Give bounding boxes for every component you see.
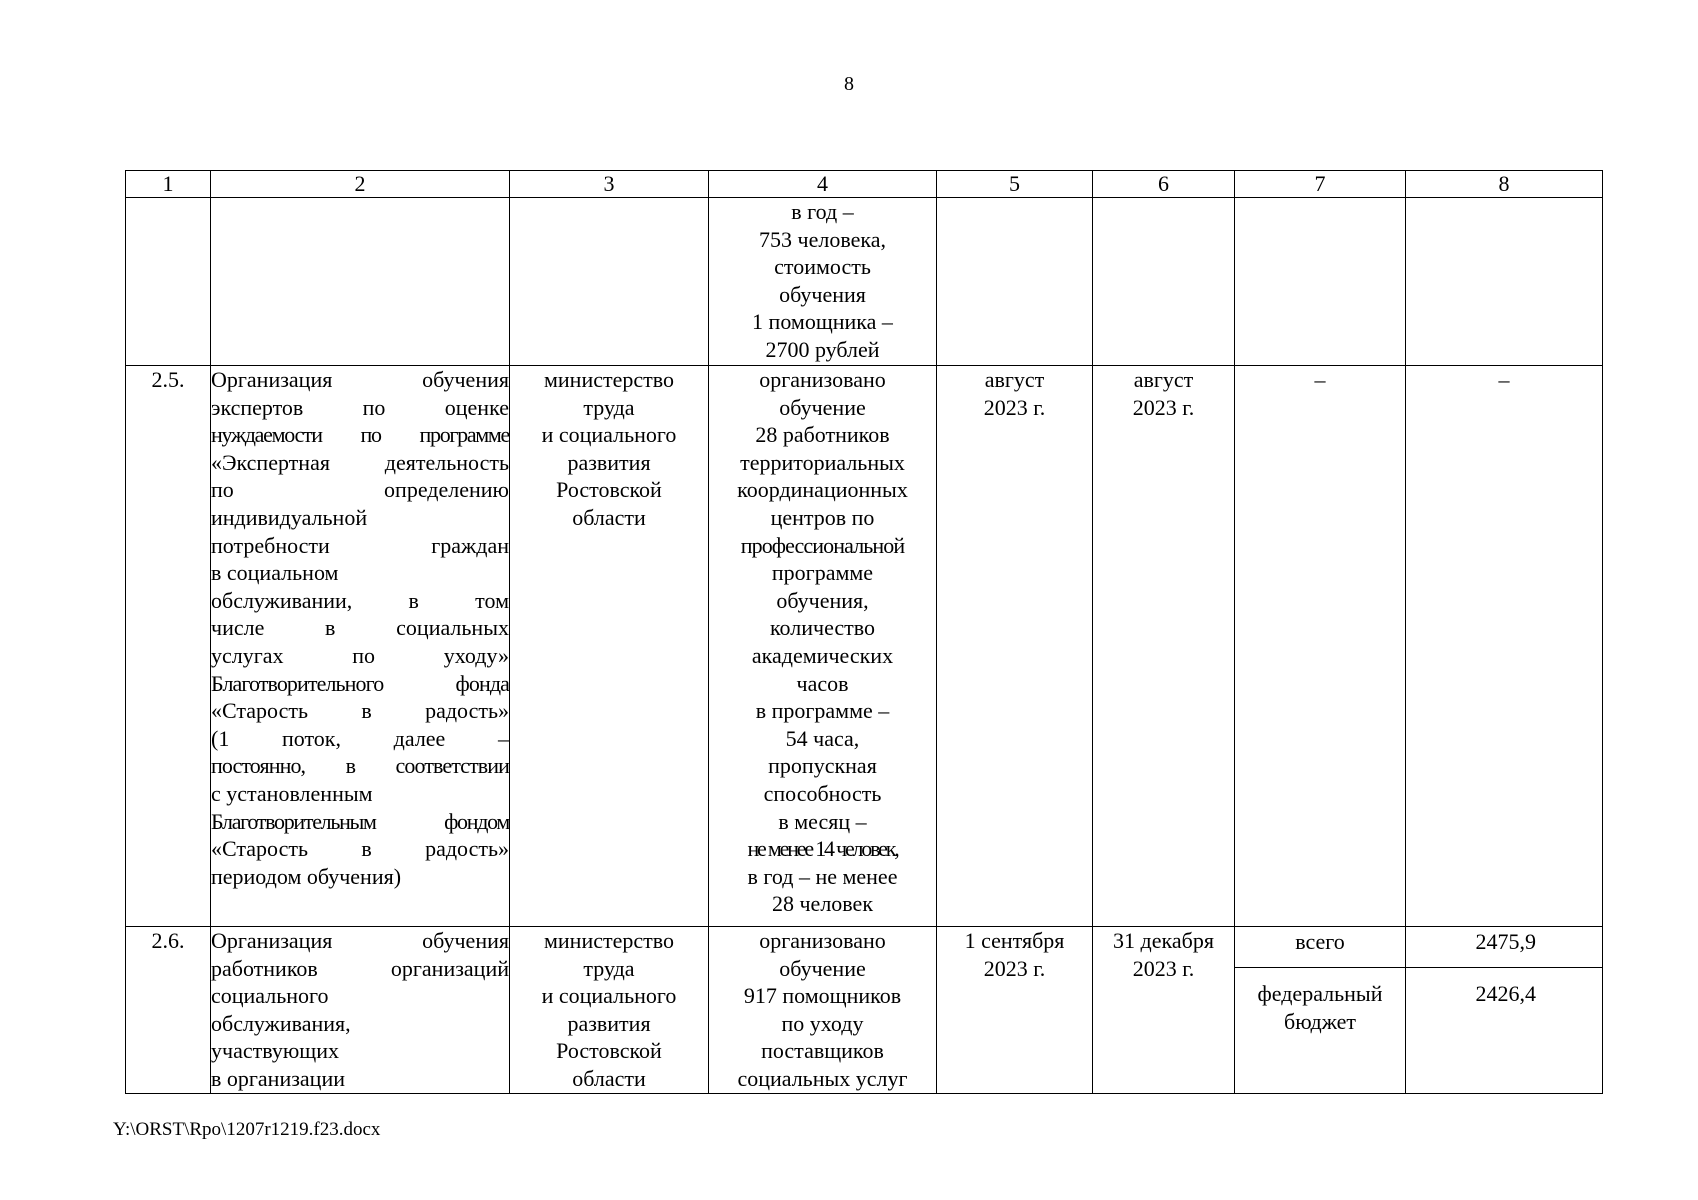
cont-result: в год – 753 человека, стоимость обучения 1 помощника – 2700 рублей bbox=[709, 198, 937, 366]
row-2-6-end: 31 декабря 2023 г. bbox=[1093, 927, 1235, 1094]
table-header-row bbox=[126, 171, 1603, 198]
header-col-1: 1 bbox=[126, 171, 211, 198]
source-total-label: всего bbox=[1235, 927, 1405, 968]
cont-executor bbox=[510, 198, 709, 366]
header-col-6: 6 bbox=[1093, 171, 1235, 198]
row-2-6-amount bbox=[1406, 927, 1603, 1094]
header-col-5: 5 bbox=[937, 171, 1093, 198]
table-row-2-6 bbox=[126, 927, 1603, 1094]
cont-source bbox=[1235, 198, 1406, 366]
header-col-3: 3 bbox=[510, 171, 709, 198]
row-2-6-title: Организация обучения работников организаций социального обслуживания, участвующих в организации bbox=[211, 927, 510, 1094]
cont-start bbox=[937, 198, 1093, 366]
amount-total-value: 2475,9 bbox=[1406, 927, 1602, 968]
header-col-7: 7 bbox=[1235, 171, 1406, 198]
amount-federal-value: 2426,4 bbox=[1475, 981, 1536, 1006]
row-2-5-result: организовано обучение 28 работников территориальных координационных центров по профессиональной программе обучения, количество академических часов в программе – 54 часа, пропускная способность в месяц – не менее 14 человек, в год – не менее 28 человек bbox=[709, 366, 937, 927]
row-2-5-title: Организация обучения экспертов по оценке нуждаемости по программе «Экспертная деятельность по определению индивидуальной потребности граждан в социальном обслуживании, в том числе в социальных услугах по уходу» Благотворительного фонда «Старость в радость» (1 поток, далее – постоянно, в соответствии с установленным Благотворительным фондом «Старость в радость» периодом обучения) bbox=[211, 366, 510, 927]
cont-title bbox=[211, 198, 510, 366]
row-2-6-result: организовано обучение 917 помощников по уходу поставщиков социальных услуг bbox=[709, 927, 937, 1094]
footer-file-path: Y:\ORST\Rpo\1207r1219.f23.docx bbox=[113, 1119, 381, 1140]
cont-num bbox=[126, 198, 211, 366]
header-col-4: 4 bbox=[709, 171, 937, 198]
table-row-continuation bbox=[126, 198, 1603, 366]
cont-end bbox=[1093, 198, 1235, 366]
row-2-5-end: август 2023 г. bbox=[1093, 366, 1235, 927]
cont-amount bbox=[1406, 198, 1603, 366]
measures-table bbox=[125, 170, 1603, 1094]
page-number: 8 bbox=[844, 73, 854, 95]
row-2-5-amount: – bbox=[1406, 366, 1603, 927]
row-2-6-num: 2.6. bbox=[126, 927, 211, 1094]
row-2-5-num: 2.5. bbox=[126, 366, 211, 927]
header-col-2: 2 bbox=[211, 171, 510, 198]
row-2-5-start: август 2023 г. bbox=[937, 366, 1093, 927]
row-2-5-executor: министерство труда и социального развития Ростовской области bbox=[510, 366, 709, 927]
header-col-8: 8 bbox=[1406, 171, 1603, 198]
row-2-6-source bbox=[1235, 927, 1406, 1094]
row-2-6-start: 1 сентября 2023 г. bbox=[937, 927, 1093, 1094]
row-2-5-source: – bbox=[1235, 366, 1406, 927]
source-federal-label: федеральный бюджет bbox=[1257, 981, 1383, 1034]
row-2-6-executor: министерство труда и социального развития Ростовской области bbox=[510, 927, 709, 1094]
table-row-2-5 bbox=[126, 366, 1603, 927]
